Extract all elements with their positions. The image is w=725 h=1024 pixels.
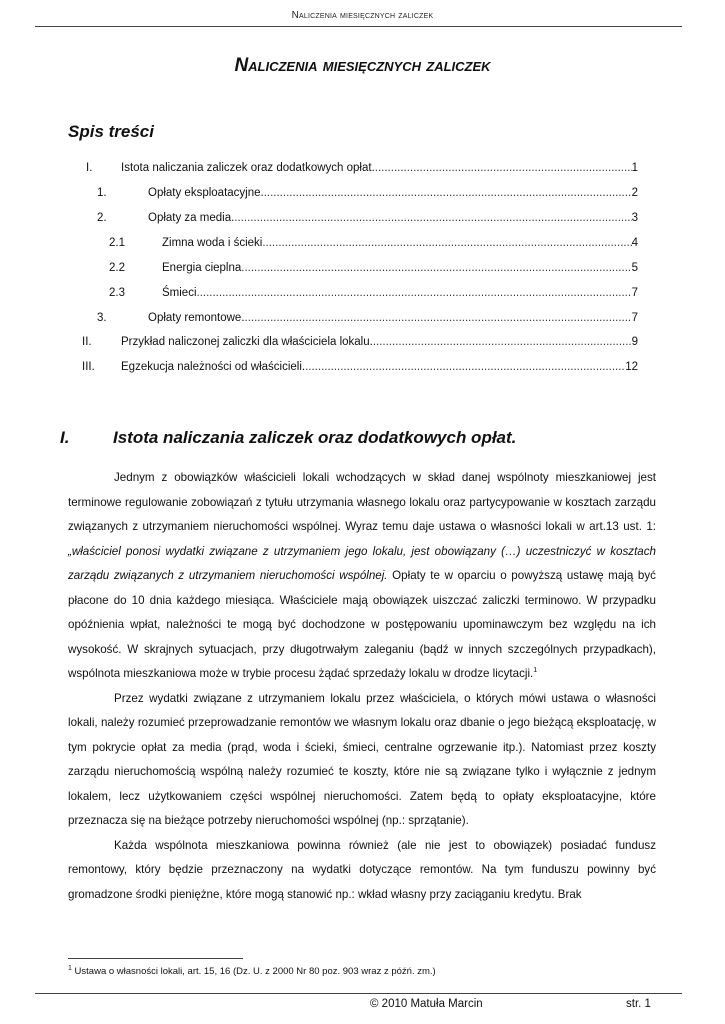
- toc-entry-title: Opłaty remontowe.: [148, 312, 245, 324]
- toc-leader-dots: [245, 309, 632, 327]
- footnote: [68, 962, 668, 979]
- toc-leader-dots: [234, 209, 631, 227]
- footnote-reference[interactable]: 1: [533, 667, 538, 675]
- toc-entry-title: Opłaty za media.: [148, 212, 235, 224]
- toc-entry-title: Energia cieplna: [162, 262, 242, 274]
- toc-leader-dots: [305, 358, 625, 376]
- toc-entry-number: I.: [86, 162, 93, 174]
- toc-entry-page: 12: [625, 361, 638, 373]
- toc-entry-number: II.: [82, 336, 92, 348]
- toc-entry-number: 3.: [97, 312, 107, 324]
- toc-entry[interactable]: [0, 234, 725, 252]
- toc-entry[interactable]: [0, 309, 725, 327]
- toc-entry-page: 1: [631, 162, 638, 174]
- toc-entry-page: 7: [631, 312, 638, 324]
- toc-entry-number: 2.1: [109, 237, 125, 249]
- paragraph: Każda wspólnota mieszkaniowa powinna również (ale nie jest to obowiązek) posiadać fundusz remontowy, który będzie przeznaczony na wydatki dotyczące remontów. Na tym funduszu powinny być gromadzone środki pieniężne, które mogą stanowić np.: wkład własny przy zaciąganiu kredytu. Brak: [68, 838, 656, 901]
- toc-leader-dots: [264, 184, 632, 202]
- paragraph-text: Opłaty te w oparciu o powyższą ustawę mają być płacone do 10 dnia każdego miesiąca. Właściciele mają obowiązek uiszczać zaliczki terminowo. W przypadku opóźnienia wpłat, należności te mogą być dochodzone w postępowaniu upominawczym bez względu na ich wysokość. W skrajnych sytuacjach, przy długotrwałym zaleganiu (bądź w innych szczególnych przypadkach), wspólnota mieszkaniowa może w trybie procesu żądać sprzedaży lokalu w drodze licytacji.: [68, 569, 656, 680]
- toc-entry-page: 5: [631, 262, 638, 274]
- toc-entry-title: Opłaty eksploatacyjne.: [148, 187, 264, 199]
- toc-entry[interactable]: [0, 184, 725, 202]
- footer-page-number: str. 1: [626, 998, 651, 1010]
- footnote-text: Ustawa o własności lokali, art. 15, 16 (Dz. U. z 2000 Nr 80 poz. 903 wraz z późń. zm.): [71, 966, 436, 978]
- section-title: Istota naliczania zaliczek oraz dodatkowych opłat.: [113, 428, 517, 447]
- toc-leader-dots: [241, 259, 631, 277]
- toc-leader-dots: [262, 234, 631, 252]
- toc-leader-dots: [373, 333, 632, 351]
- header-divider: [35, 26, 682, 27]
- paragraph: [68, 466, 656, 687]
- section-body: [68, 466, 656, 907]
- toc-leader-dots: [197, 284, 632, 302]
- footnote-divider: [68, 958, 243, 959]
- toc-entry-title: Przykład naliczonej zaliczki dla właściciela lokalu.: [121, 336, 373, 348]
- toc-entry-page: 2: [631, 187, 638, 199]
- footer-copyright: © 2010 Matuła Marcin: [370, 998, 483, 1010]
- toc-entry[interactable]: [0, 333, 725, 351]
- toc-entry-title: Egzekucja należności od właścicieli.: [121, 361, 306, 373]
- footer-divider: [35, 993, 682, 994]
- toc-entry[interactable]: [0, 259, 725, 277]
- running-header: Naliczenia miesięcznych zaliczek: [291, 10, 434, 21]
- document-title: Naliczenia miesięcznych zaliczek: [234, 55, 491, 76]
- paragraph: Przez wydatki związane z utrzymaniem lokalu przez właściciela, o których mówi ustawa o własności lokali, należy rozumieć przeprowadzanie remontów we własnym lokalu oraz dbanie o jego bieżącą eksploatację, w tym pokrycie opłat za media (prąd, woda i ścieki, śmieci, centralne ogrzewanie itp.). Natomiast przez koszty zarządu nieruchomością wspólną należy rozumieć te koszty, które nie są związane tylko i wyłącznie z jednym lokalem, lecz użytkowaniem części wspólnej nieruchomości. Zatem będą to opłaty eksploatacyjne, które przeznacza się na bieżące potrzeby nieruchomości wspólnej (np.: sprzątanie).: [68, 691, 656, 827]
- toc-entry-title: Śmieci: [162, 287, 197, 299]
- toc-entry[interactable]: [0, 159, 725, 177]
- toc-entry-number: 2.: [97, 212, 107, 224]
- toc-entry[interactable]: [0, 284, 725, 302]
- toc-entry-number: 2.3: [109, 287, 125, 299]
- toc-entry[interactable]: [0, 209, 725, 227]
- toc-entry-title: Zimna woda i ścieki: [162, 237, 263, 249]
- toc-leader-dots: [375, 159, 632, 177]
- toc-entry[interactable]: [0, 358, 725, 376]
- toc-entry-page: 3: [631, 212, 638, 224]
- footnote-number: 1: [68, 965, 72, 972]
- toc-entry-page: 4: [631, 237, 638, 249]
- toc-entry-page: 7: [631, 287, 638, 299]
- toc-entry-title: Istota naliczania zaliczek oraz dodatkowych opłat.: [121, 162, 375, 174]
- law-quote: „właściciel ponosi wydatki związane z utrzymaniem jego lokalu, jest obowiązany (…) uczestniczyć w kosztach zarządu związanych z utrzymaniem nieruchomości wspólnej.: [68, 544, 656, 582]
- paragraph-text: Jednym z obowiązków właścicieli lokali wchodzących w skład danej wspólnoty mieszkaniowej jest terminowe regulowanie zobowiązań z tytułu utrzymania własnego lokalu oraz partycypowanie w kosztach zarządu związanych z utrzymaniem nieruchomości wspólnej. Wyraz temu daje ustawa o własności lokali w art.13 ust. 1:: [68, 471, 656, 533]
- toc-heading: Spis treści: [68, 122, 154, 141]
- toc-entry-number: 1.: [97, 187, 107, 199]
- toc-entry-number: III.: [82, 361, 95, 373]
- section-number: I.: [60, 428, 70, 447]
- toc-entry-page: 9: [631, 336, 638, 348]
- toc-entry-number: 2.2: [109, 262, 125, 274]
